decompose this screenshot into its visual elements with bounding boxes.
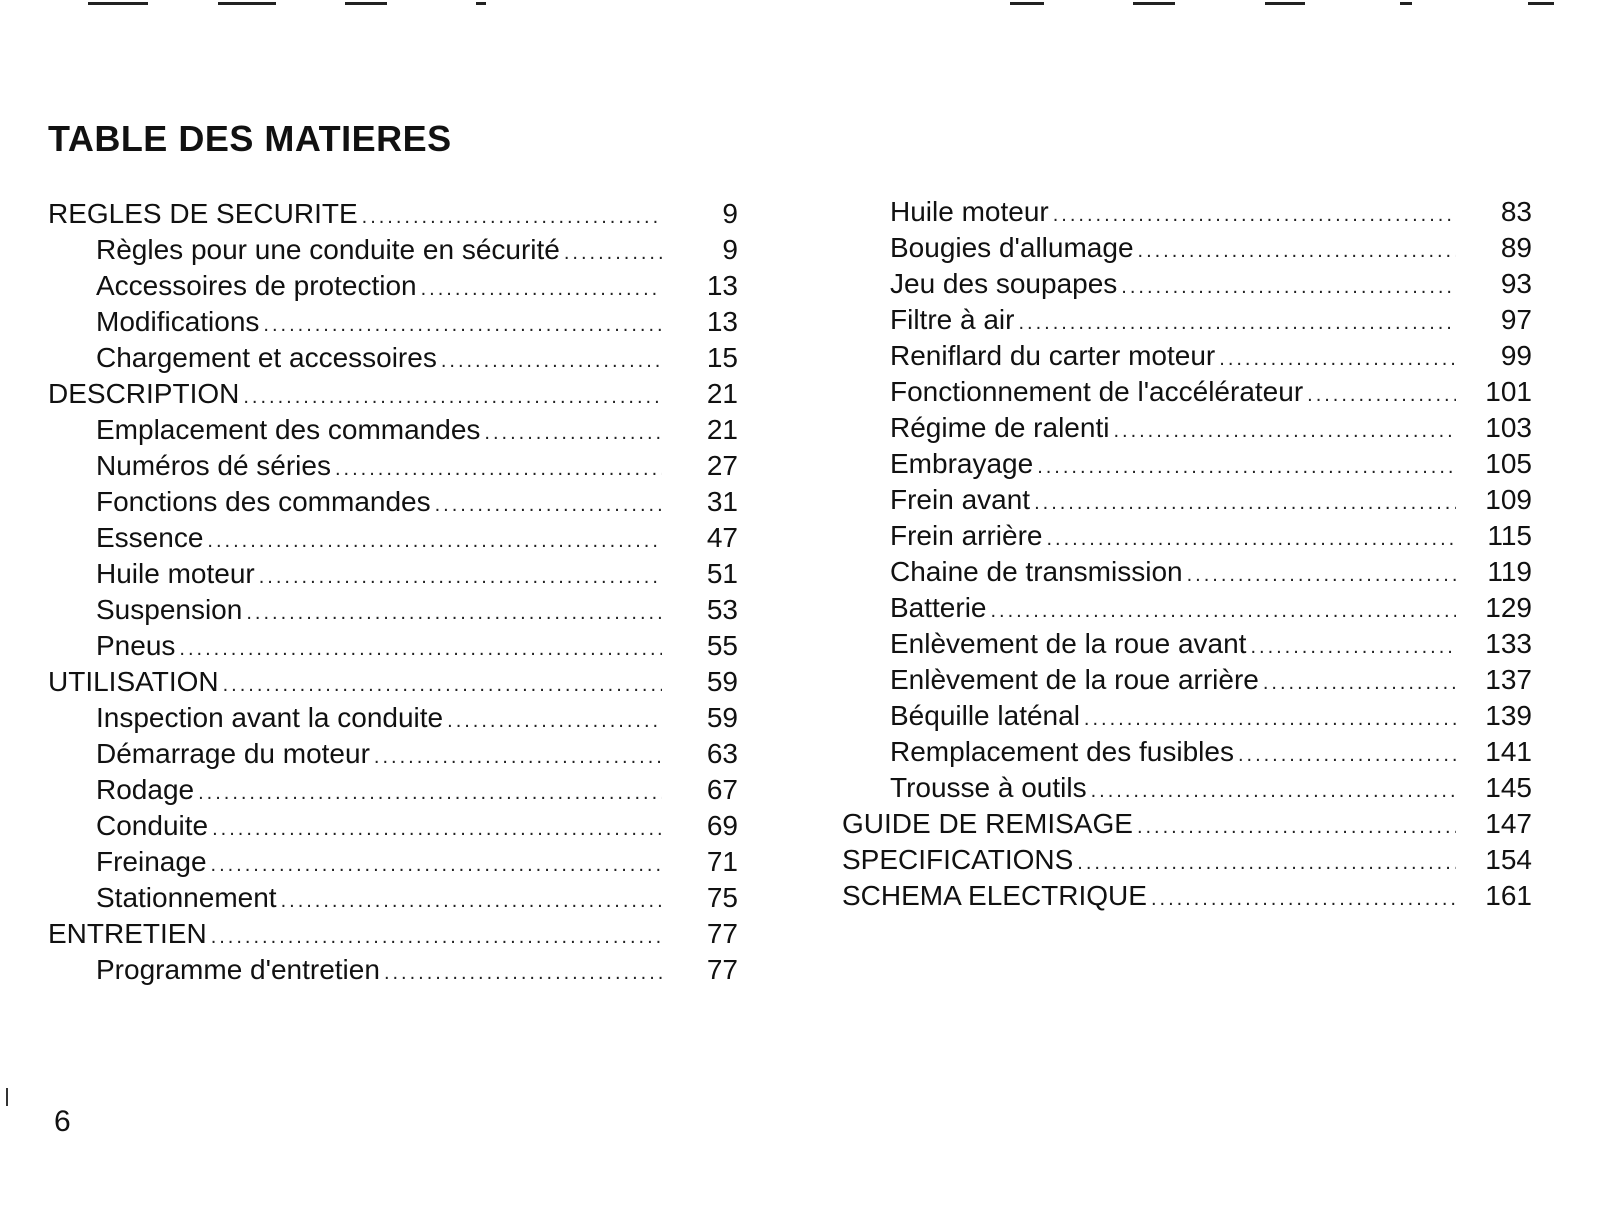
dot-leader bbox=[1121, 269, 1456, 305]
dot-leader bbox=[281, 883, 662, 919]
toc-entry-page: 139 bbox=[1485, 700, 1532, 731]
toc-left-column bbox=[48, 196, 738, 988]
dot-leader bbox=[179, 631, 662, 667]
toc-entry-page: 137 bbox=[1485, 664, 1532, 695]
toc-entry-label: Huile moteur bbox=[890, 196, 1049, 227]
toc-right-column bbox=[842, 194, 1532, 914]
toc-entry bbox=[842, 662, 1532, 698]
crop-mark bbox=[345, 2, 387, 5]
dot-leader bbox=[447, 703, 662, 739]
toc-entry-page: 59 bbox=[706, 666, 738, 697]
dot-leader bbox=[384, 955, 662, 991]
dot-leader bbox=[1238, 737, 1456, 773]
toc-entry-label: Béquille laténal bbox=[890, 700, 1080, 731]
toc-entry-label: Modifications bbox=[96, 306, 260, 337]
dot-leader bbox=[211, 847, 662, 883]
toc-entry bbox=[842, 518, 1532, 554]
dot-leader bbox=[1034, 485, 1456, 521]
toc-entry-label: Fonctionnement de l'accélérateur bbox=[890, 376, 1304, 407]
toc-entry bbox=[842, 770, 1532, 806]
toc-entry-page: 77 bbox=[706, 954, 738, 985]
dot-leader bbox=[207, 523, 662, 559]
toc-entry-page: 9 bbox=[722, 234, 738, 265]
toc-entry bbox=[48, 304, 738, 340]
dot-leader bbox=[374, 739, 662, 775]
toc-entry bbox=[48, 520, 738, 556]
toc-entry-page: 145 bbox=[1485, 772, 1532, 803]
toc-entry bbox=[48, 376, 738, 412]
toc-entry bbox=[48, 844, 738, 880]
toc-entry-label: SCHEMA ELECTRIQUE bbox=[842, 880, 1147, 911]
toc-entry bbox=[48, 664, 738, 700]
toc-entry-label: SPECIFICATIONS bbox=[842, 844, 1074, 875]
toc-entry-label: Emplacement des commandes bbox=[96, 414, 481, 445]
dot-leader bbox=[1077, 845, 1456, 881]
toc-entry-page: 133 bbox=[1485, 628, 1532, 659]
toc-entry-label: Bougies d'allumage bbox=[890, 232, 1134, 263]
toc-entry-label: Frein avant bbox=[890, 484, 1031, 515]
dot-leader bbox=[1250, 629, 1456, 665]
crop-mark bbox=[88, 2, 148, 5]
toc-entry-label: REGLES DE SECURITE bbox=[48, 198, 358, 229]
toc-entry-page: 67 bbox=[706, 774, 738, 805]
toc-entry-page: 115 bbox=[1487, 520, 1532, 551]
toc-entry-page: 99 bbox=[1500, 340, 1532, 371]
toc-entry-label: Reniflard du carter moteur bbox=[890, 340, 1216, 371]
dot-leader bbox=[1091, 773, 1456, 809]
toc-entry-page: 69 bbox=[706, 810, 738, 841]
toc-entry bbox=[842, 194, 1532, 230]
dot-leader bbox=[211, 919, 662, 955]
toc-entry-label: Stationnement bbox=[96, 882, 277, 913]
toc-entry bbox=[842, 374, 1532, 410]
toc-entry bbox=[842, 842, 1532, 878]
toc-entry bbox=[842, 482, 1532, 518]
dot-leader bbox=[335, 451, 662, 487]
toc-entry bbox=[842, 698, 1532, 734]
dot-leader bbox=[1018, 305, 1456, 341]
dot-leader bbox=[1084, 701, 1456, 737]
toc-entry-page: 105 bbox=[1485, 448, 1532, 479]
edge-mark bbox=[6, 1088, 8, 1106]
toc-entry bbox=[842, 590, 1532, 626]
toc-entry-label: Programme d'entretien bbox=[96, 954, 380, 985]
toc-entry-label: Enlèvement de la roue avant bbox=[890, 628, 1247, 659]
toc-entry-page: 93 bbox=[1500, 268, 1532, 299]
toc-entry-label: Conduite bbox=[96, 810, 209, 841]
toc-entry-label: Remplacement des fusibles bbox=[890, 736, 1234, 767]
toc-entry-label: Fonctions des commandes bbox=[96, 486, 431, 517]
page-number: 6 bbox=[54, 1105, 71, 1138]
toc-entry-page: 9 bbox=[722, 198, 738, 229]
dot-leader bbox=[1037, 449, 1456, 485]
toc-entry-page: 51 bbox=[706, 558, 738, 589]
toc-entry-page: 47 bbox=[706, 522, 738, 553]
toc-entry-label: Freinage bbox=[96, 846, 207, 877]
toc-entry-page: 21 bbox=[706, 414, 738, 445]
toc-entry-label: Trousse à outils bbox=[890, 772, 1087, 803]
dot-leader bbox=[1053, 197, 1456, 233]
toc-entry bbox=[48, 412, 738, 448]
toc-entry-page: 71 bbox=[706, 846, 738, 877]
dot-leader bbox=[212, 811, 662, 847]
toc-entry-page: 53 bbox=[706, 594, 738, 625]
dot-leader bbox=[1307, 377, 1456, 413]
dot-leader bbox=[1263, 665, 1456, 701]
crop-mark bbox=[1528, 2, 1554, 5]
toc-entry-page: 97 bbox=[1500, 304, 1532, 335]
toc-entry-page: 154 bbox=[1485, 844, 1532, 875]
toc-entry-page: 129 bbox=[1485, 592, 1532, 623]
crop-mark bbox=[218, 2, 276, 5]
toc-entry-label: Batterie bbox=[890, 592, 987, 623]
toc-entry-label: Suspension bbox=[96, 594, 243, 625]
dot-leader bbox=[246, 595, 662, 631]
toc-entry-page: 13 bbox=[706, 270, 738, 301]
toc-entry bbox=[842, 410, 1532, 446]
toc-entry-page: 55 bbox=[706, 630, 738, 661]
toc-entry-label: Pneus bbox=[96, 630, 176, 661]
toc-entry bbox=[842, 338, 1532, 374]
toc-entry-label: ENTRETIEN bbox=[48, 918, 207, 949]
toc-entry bbox=[842, 806, 1532, 842]
toc-entry bbox=[842, 446, 1532, 482]
crop-marks bbox=[0, 0, 1600, 12]
toc-entry-page: 13 bbox=[706, 306, 738, 337]
page-title: TABLE DES MATIERES bbox=[48, 118, 452, 159]
toc-entry-label: Enlèvement de la roue arrière bbox=[890, 664, 1259, 695]
toc-entry bbox=[842, 554, 1532, 590]
toc-entry bbox=[48, 232, 738, 268]
dot-leader bbox=[564, 235, 662, 271]
dot-leader bbox=[198, 775, 662, 811]
toc-entry bbox=[842, 734, 1532, 770]
toc-entry-page: 147 bbox=[1485, 808, 1532, 839]
toc-entry-label: Chargement et accessoires bbox=[96, 342, 437, 373]
toc-entry-page: 27 bbox=[706, 450, 738, 481]
toc-entry-label: UTILISATION bbox=[48, 666, 219, 697]
dot-leader bbox=[1187, 557, 1456, 593]
crop-mark bbox=[1133, 2, 1175, 5]
toc-entry-page: 101 bbox=[1485, 376, 1532, 407]
toc-entry-label: Filtre à air bbox=[890, 304, 1015, 335]
toc-entry-label: Accessoires de protection bbox=[96, 270, 417, 301]
dot-leader bbox=[441, 343, 662, 379]
toc-entry-label: Huile moteur bbox=[96, 558, 255, 589]
dot-leader bbox=[259, 559, 662, 595]
dot-leader bbox=[223, 667, 662, 703]
dot-leader bbox=[1138, 233, 1456, 269]
toc-entry-label: Essence bbox=[96, 522, 204, 553]
toc-entry-page: 15 bbox=[706, 342, 738, 373]
toc-entry-page: 59 bbox=[706, 702, 738, 733]
toc-entry-page: 31 bbox=[706, 486, 738, 517]
toc-entry-page: 161 bbox=[1485, 880, 1532, 911]
toc-entry bbox=[842, 266, 1532, 302]
crop-mark bbox=[476, 2, 486, 5]
toc-entry-label: DESCRIPTION bbox=[48, 378, 240, 409]
toc-entry bbox=[48, 736, 738, 772]
toc-entry-label: Inspection avant la conduite bbox=[96, 702, 444, 733]
dot-leader bbox=[362, 199, 662, 235]
toc-entry-label: Chaine de transmission bbox=[890, 556, 1183, 587]
toc-entry-label: Rodage bbox=[96, 774, 195, 805]
toc-entry-page: 83 bbox=[1500, 196, 1532, 227]
toc-entry-label: GUIDE DE REMISAGE bbox=[842, 808, 1133, 839]
crop-mark bbox=[1265, 2, 1305, 5]
toc-entry bbox=[48, 916, 738, 952]
dot-leader bbox=[484, 415, 662, 451]
toc-entry-label: Jeu des soupapes bbox=[890, 268, 1118, 299]
dot-leader bbox=[1113, 413, 1456, 449]
toc-entry bbox=[48, 484, 738, 520]
toc-entry bbox=[48, 448, 738, 484]
toc-entry bbox=[48, 340, 738, 376]
toc-entry-label: Régime de ralenti bbox=[890, 412, 1110, 443]
dot-leader bbox=[1137, 809, 1456, 845]
toc-entry-label: Règles pour une conduite en sécurité bbox=[96, 234, 560, 265]
toc-entry-page: 75 bbox=[706, 882, 738, 913]
toc-entry bbox=[48, 772, 738, 808]
toc-entry bbox=[842, 302, 1532, 338]
toc-entry bbox=[842, 230, 1532, 266]
toc-entry bbox=[48, 952, 738, 988]
toc-entry-page: 103 bbox=[1485, 412, 1532, 443]
toc-entry-label: Démarrage du moteur bbox=[96, 738, 370, 769]
toc-entry-label: Numéros dé séries bbox=[96, 450, 331, 481]
toc-entry-page: 109 bbox=[1485, 484, 1532, 515]
toc-entry-label: Frein arrière bbox=[890, 520, 1043, 551]
dot-leader bbox=[991, 593, 1457, 629]
dot-leader bbox=[421, 271, 662, 307]
toc-entry-label: Embrayage bbox=[890, 448, 1034, 479]
dot-leader bbox=[1219, 341, 1456, 377]
toc-entry bbox=[48, 628, 738, 664]
toc-entry-page: 77 bbox=[706, 918, 738, 949]
dot-leader bbox=[1151, 881, 1456, 917]
toc-entry bbox=[48, 700, 738, 736]
toc-entry bbox=[842, 626, 1532, 662]
toc-entry-page: 21 bbox=[706, 378, 738, 409]
toc-entry bbox=[48, 880, 738, 916]
toc-entry-page: 119 bbox=[1487, 556, 1532, 587]
crop-mark bbox=[1010, 2, 1044, 5]
toc-entry bbox=[48, 592, 738, 628]
toc-entry bbox=[48, 196, 738, 232]
dot-leader bbox=[263, 307, 662, 343]
dot-leader bbox=[1046, 521, 1456, 557]
toc-entry bbox=[48, 268, 738, 304]
toc-entry-page: 89 bbox=[1500, 232, 1532, 263]
toc-entry-page: 141 bbox=[1485, 736, 1532, 767]
toc-entry-page: 63 bbox=[706, 738, 738, 769]
dot-leader bbox=[435, 487, 662, 523]
toc-entry bbox=[48, 556, 738, 592]
dot-leader bbox=[243, 379, 662, 415]
crop-mark bbox=[1400, 2, 1412, 5]
toc-entry bbox=[842, 878, 1532, 914]
toc-entry bbox=[48, 808, 738, 844]
